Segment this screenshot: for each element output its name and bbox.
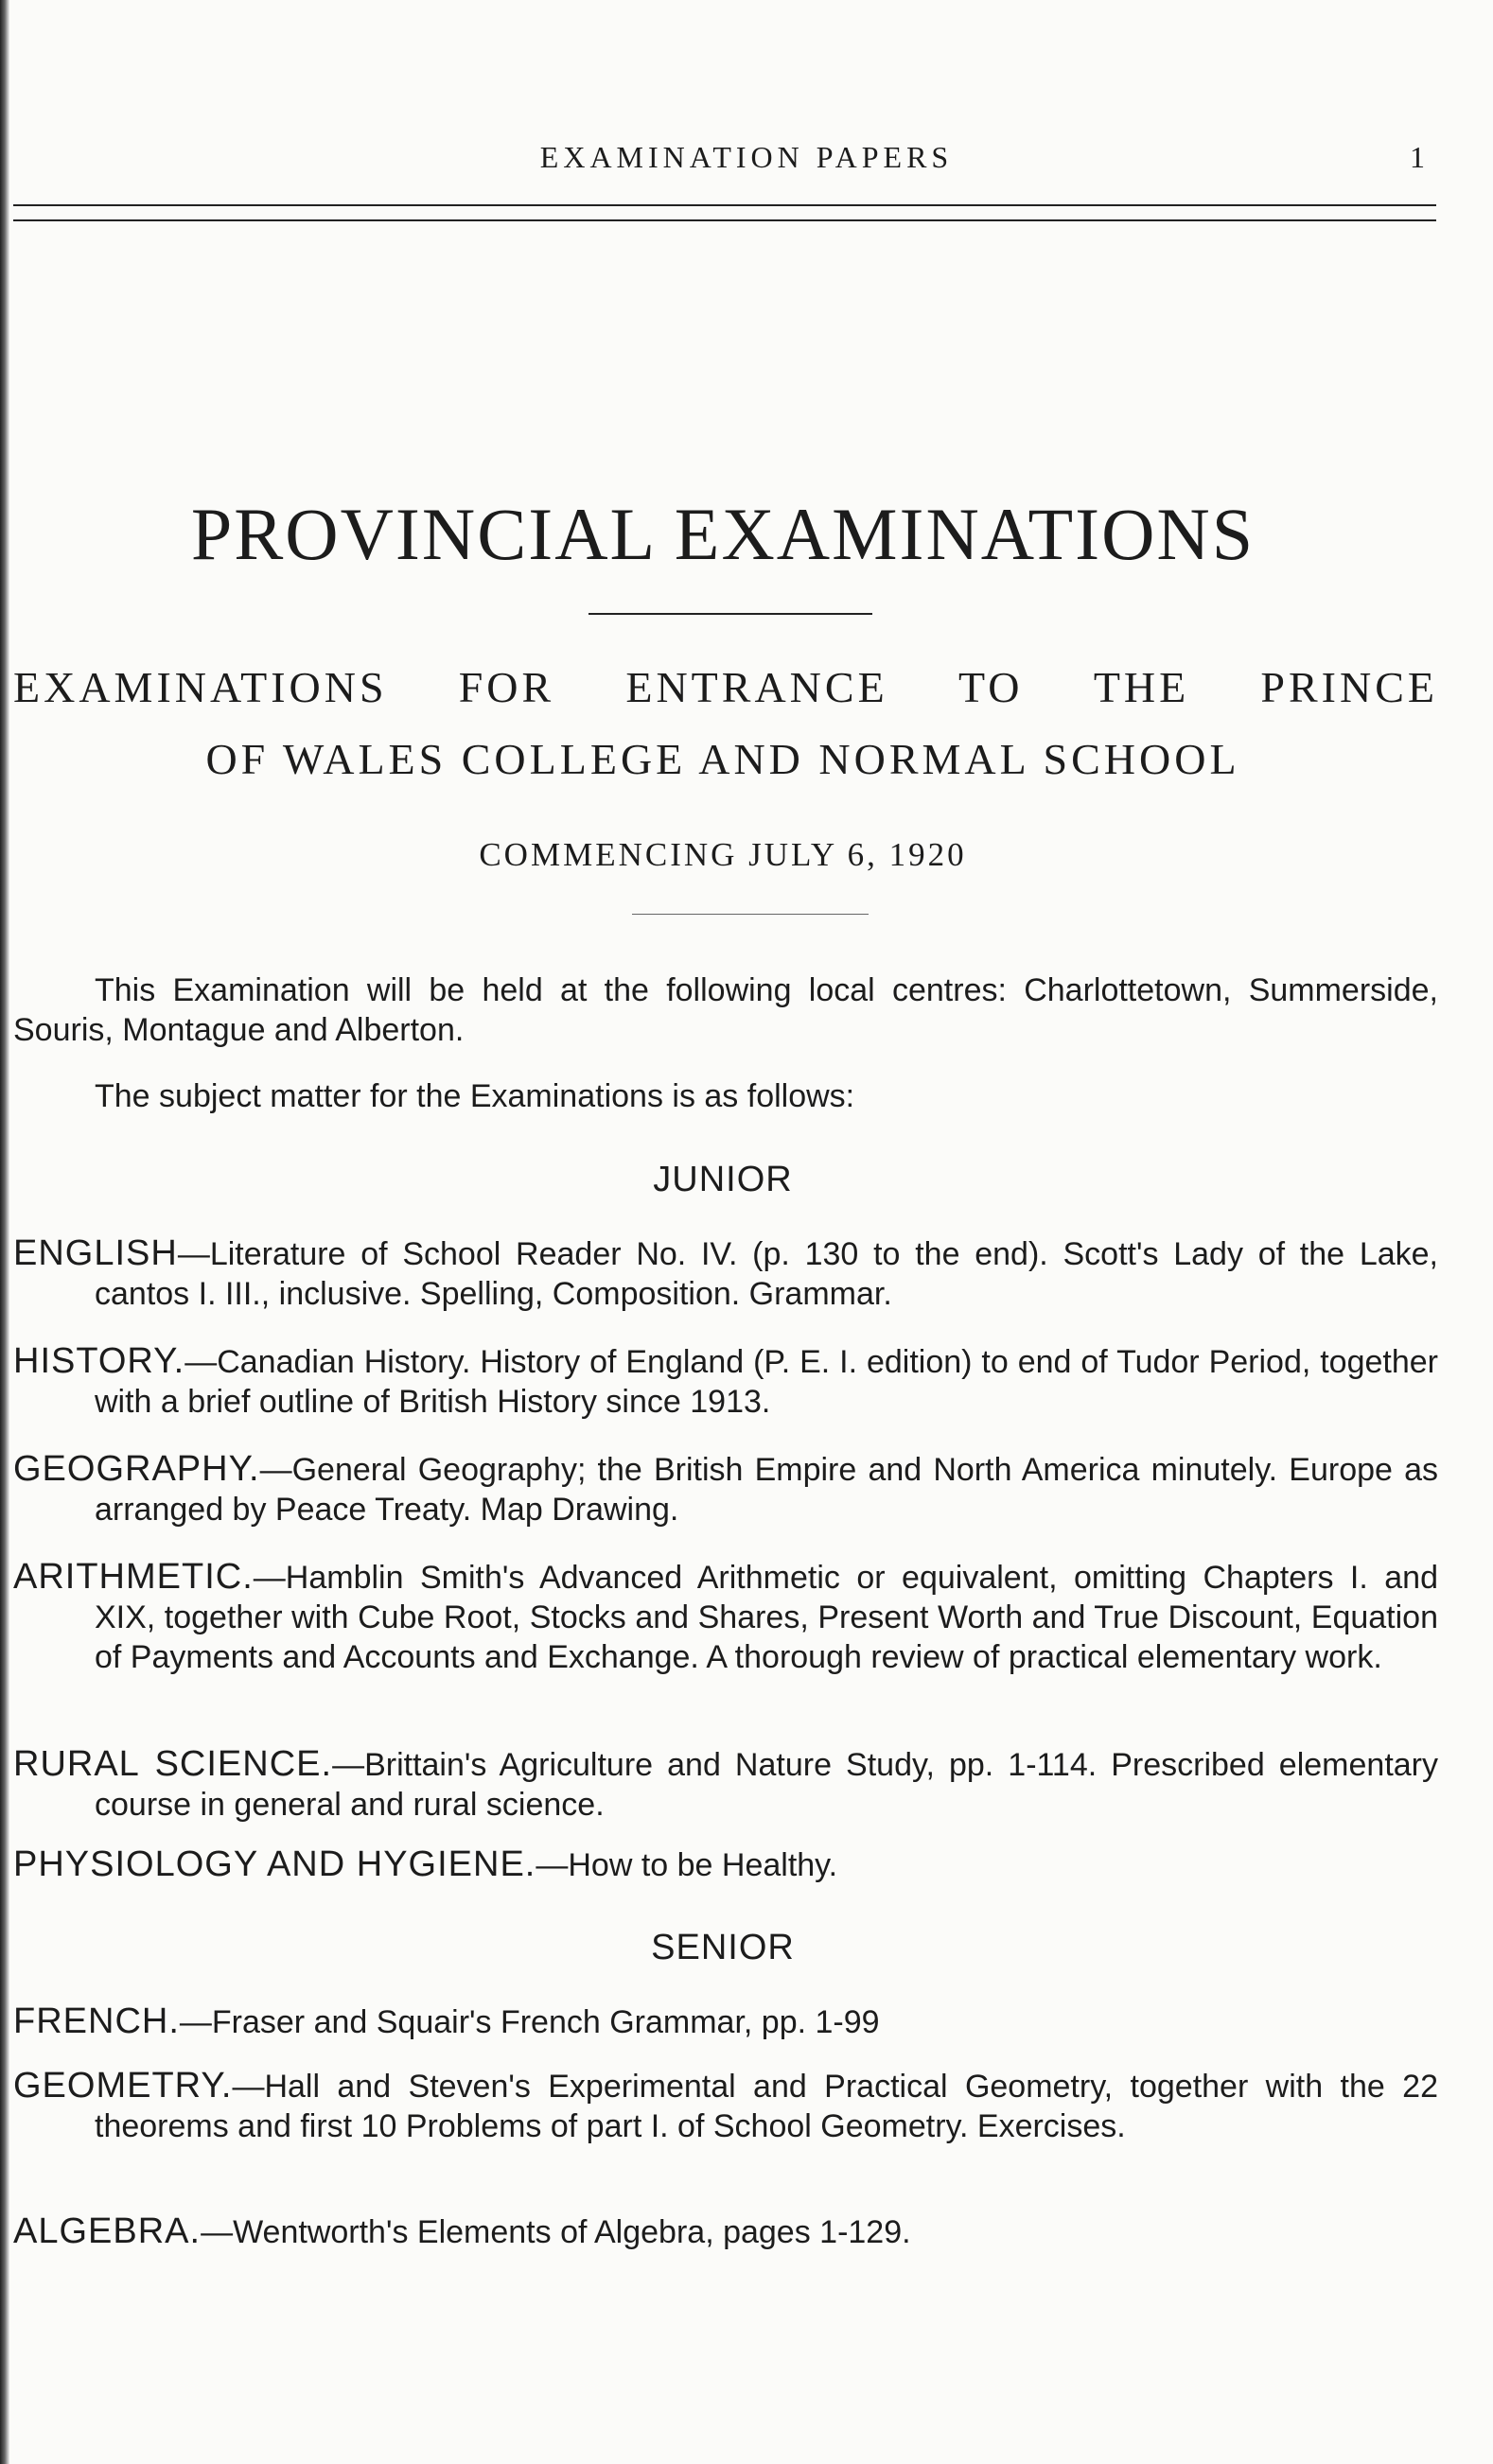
date-divider [632, 914, 869, 915]
subject-description: —General Geography; the British Empire and North America minutely. Europe as arranged by Peace Treaty. Map Drawing. [95, 1452, 1438, 1528]
subtitle-line-2: OF WALES COLLEGE AND NORMAL SCHOOL [205, 735, 1240, 783]
title-divider [588, 613, 872, 615]
subject-entry-algebra [13, 2211, 1438, 2252]
subject-name: ENGLISH [13, 1233, 178, 1273]
subject-name: HISTORY. [13, 1341, 185, 1381]
subject-entry-french [13, 2001, 1438, 2042]
page-number: 1 [1410, 140, 1425, 174]
binding-edge [0, 0, 9, 2464]
centres-paragraph: This Examination will be held at the following local centres: Charlottetown, Summerside, Souris, Montague and Alberton. [13, 972, 1438, 1048]
subject-entry-history [13, 1341, 1438, 1422]
date-line: COMMENCING JULY 6, 1920 [479, 836, 967, 873]
junior-heading: JUNIOR [653, 1160, 793, 1199]
subject-name: GEOGRAPHY. [13, 1449, 260, 1489]
subject-name: ALGEBRA. [13, 2211, 202, 2251]
subject-name: RURAL SCIENCE. [13, 1744, 333, 1784]
subject-description: —Fraser and Squair's French Grammar, pp. 1-99 [179, 2004, 880, 2040]
subject-entry-english [13, 1233, 1438, 1314]
page-title: PROVINCIAL EXAMINATIONS [190, 493, 1256, 575]
subject-description: —Literature of School Reader No. IV. (p. 130 to the end). Scott's Lady of the Lake, cantos I. III., inclusive. Spelling, Composition. Grammar. [95, 1236, 1438, 1312]
subject-entry-rural-science [13, 1744, 1438, 1825]
subject-description: —Canadian History. History of England (P. E. I. edition) to end of Tudor Period, together with a brief outline of British History since 1913. [95, 1344, 1438, 1420]
subject-description: —Wentworth's Elements of Algebra, pages 1-129. [201, 2214, 911, 2250]
subject-entry-geography [13, 1449, 1438, 1529]
subject-name: ARITHMETIC. [13, 1557, 254, 1597]
subject-matter-paragraph: The subject matter for the Examinations is as follows: [95, 1078, 855, 1114]
subject-description: —How to be Healthy. [536, 1847, 838, 1883]
subject-name: PHYSIOLOGY AND HYGIENE. [13, 1844, 536, 1884]
subject-description: —Hamblin Smith's Advanced Arithmetic or equivalent, omitting Chapters I. and XIX, together with Cube Root, Stocks and Shares, Present Worth and True Discount, Equation of Payments and Accounts and Exchange. A thorough review of practical elementary work. [95, 1560, 1438, 1675]
subject-description: —Brittain's Agriculture and Nature Study, pp. 1-114. Prescribed elementary course in general and rural science. [95, 1747, 1439, 1823]
header-rule [13, 204, 1436, 206]
subject-entry-arithmetic [13, 1557, 1438, 1677]
subject-name: GEOMETRY. [13, 2066, 233, 2106]
subject-entry-geometry [13, 2066, 1438, 2146]
subject-description: —Hall and Steven's Experimental and Practical Geometry, together with the 22 theorems and first 10 Problems of part I. of School Geometry. Exercises. [95, 2069, 1438, 2144]
subject-entry-physiology [13, 1844, 1438, 1885]
subject-name: FRENCH. [13, 2001, 180, 2041]
subtitle-line-1: EXAMINATIONS FOR ENTRANCE TO THE PRINCE [13, 663, 1438, 711]
running-header: EXAMINATION PAPERS [539, 140, 954, 174]
senior-heading: SENIOR [651, 1928, 795, 1967]
header-rule [13, 219, 1436, 221]
